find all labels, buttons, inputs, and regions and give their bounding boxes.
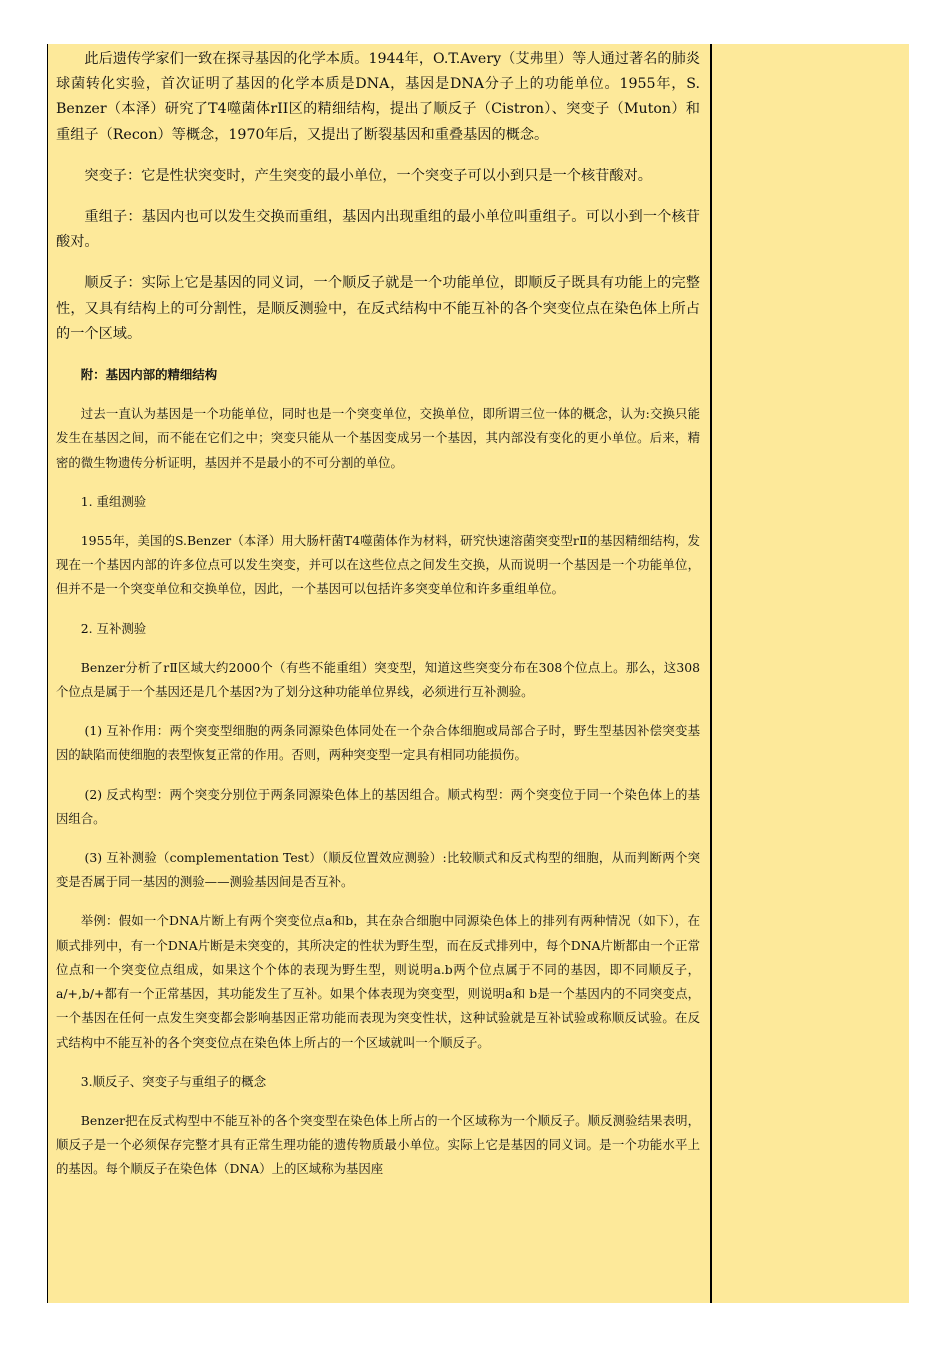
- complementation-intro-paragraph: Benzer分析了rⅡ区域大约2000个（有些不能重组）突变型，知道这些突变分布在308个位点上。那么，这308个位点是属于一个基因还是几个基因?为了划分这种功能单位界线，必须进行互补测验。: [56, 659, 700, 700]
- heading-concepts: 3.顺反子、突变子与重组子的概念: [80, 1073, 267, 1089]
- fine-structure-paragraph: 过去一直认为基因是一个功能单位，同时也是一个突变单位，交换单位，即所谓三位一体的概念，认为:交换只能发生在基因之间，而不能在它们之中；突变只能从一个基因变成另一个基因，其内部没有变化的更小单位。后来，精密的微生物遗传分析证明，基因并不是最小的不可分割的单位。: [56, 406, 700, 470]
- complementation-item-2: (2) 反式构型：两个突变分别位于两条同源染色体上的基因组合。顺式构型：两个突变位于同一个染色体上的基因组合。: [56, 786, 700, 826]
- complementation-item-1: (1) 互补作用：两个突变型细胞的两条同源染色体同处在一个杂合体细胞或局部合子时，野生型基因补偿突变基因的缺陷而使细胞的表型恢复正常的作用。否则，两种突变型一定具有相同功能损伤。: [56, 723, 700, 763]
- left-border-line: [47, 44, 48, 1303]
- complementation-item-3: (3) 互补测验（complementation Test）（顺反位置效应测验）:比较顺式和反式构型的细胞，从而判断两个突变是否属于同一基因的测验——测验基因间是否互补。: [56, 850, 700, 890]
- column-divider-line: [710, 44, 712, 1303]
- intro-paragraph: 此后遗传学家们一致在探寻基因的化学本质。1944年，O.T.Avery（艾弗里）等人通过著名的肺炎球菌转化实验，首次证明了基因的化学本质是DNA，基因是DNA分子上的功能单位。1955年，S. Benzer（本泽）研究了T4噬菌体rII区的精细结构，提出了顺反子（Cistron）、突变子（Muton）和重组子（Recon）等概念，1970年后，又提出了断裂基因和重叠基因的概念。: [56, 51, 700, 143]
- document-body: [56, 44, 700, 1182]
- muton-definition: 突变子：它是性状突变时，产生突变的最小单位，一个突变子可以小到只是一个核苷酸对。: [84, 167, 652, 184]
- recon-definition: 重组子：基因内也可以发生交换而重组，基因内出现重组的最小单位叫重组子。可以小到一个核苷酸对。: [56, 209, 700, 251]
- cistron-definition: 顺反子：实际上它是基因的同义词，一个顺反子就是一个功能单位，即顺反子既具有功能上的完整性，又具有结构上的可分割性，是顺反测验中，在反式结构中不能互补的各个突变位点在染色体上所占的一个区域。: [56, 275, 700, 342]
- heading-complementation-test: 2. 互补测验: [80, 620, 147, 636]
- example-paragraph: 举例：假如一个DNA片断上有两个突变位点a和b，其在杂合细胞中同源染色体上的排列有两种情况（如下），在顺式排列中，有一个DNA片断是未突变的，其所决定的性状为野生型，而在反式排列中，每个DNA片断都由一个正常位点和一个突变位点组成，如果这个个体的表现为野生型，则说明a.b两个位点属于不同的基因，即不同顺反子，a/+,b/+都有一个正常基因，其功能发生了互补。如果个体表现为突变型，则说明a和 b是一个基因内的不同突变点，一个基因在任何一点发生突变都会影响基因正常功能而表现为突变性状，这种试验就是互补试验或称顺反试验。在反式结构中不能互补的各个突变位点在染色体上所占的一个区域就叫一个顺反子。: [56, 913, 700, 1050]
- concepts-paragraph: Benzer把在反式构型中不能互补的各个突变型在染色体上所占的一个区域称为一个顺反子。顺反测验结果表明，顺反子是一个必须保存完整才具有正常生理功能的遗传物质最小单位。实际上它是基因的同义词。是一个功能水平上的基因。每个顺反子在染色体（DNA）上的区域称为基因座: [56, 1112, 700, 1177]
- section-heading-fine-structure: 附：基因内部的精细结构: [80, 367, 218, 383]
- recombination-test-paragraph: 1955年，美国的S.Benzer（本泽）用大肠杆菌T4噬菌体作为材料，研究快速溶菌突变型rⅡ的基因精细结构，发现在一个基因内部的许多位点可以发生突变，并可以在这些位点之间发生交换，从而说明一个基因是一个功能单位，但并不是一个突变单位和交换单位，因此，一个基因可以包括许多突变单位和许多重组单位。: [56, 533, 700, 597]
- heading-recombination-test: 1. 重组测验: [80, 493, 147, 509]
